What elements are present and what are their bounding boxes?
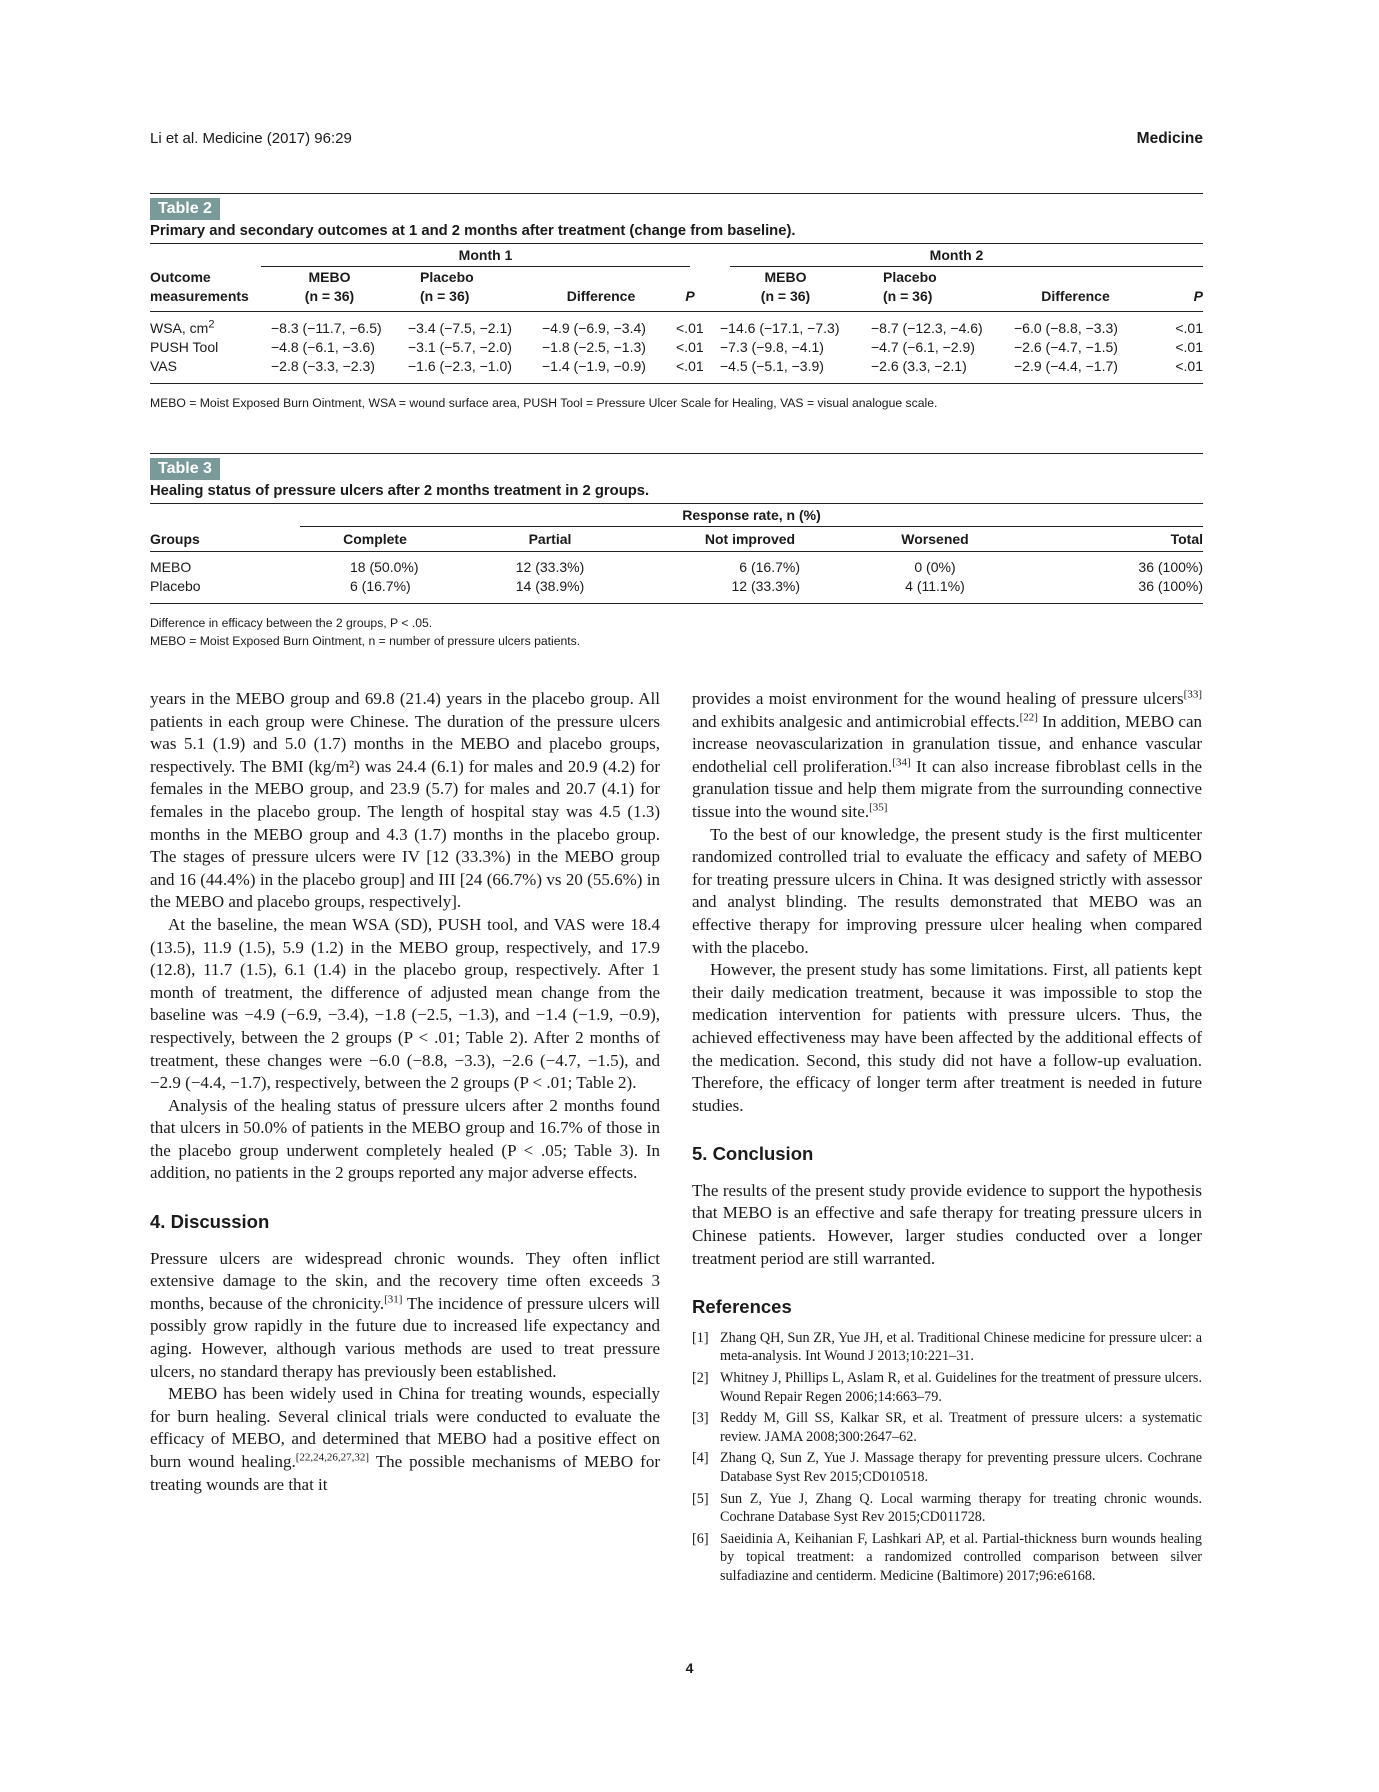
table-3-head-groups: Groups [150, 530, 200, 547]
table-3-footnote-1: Difference in efficacy between the 2 groups, P < .05. [150, 616, 433, 630]
table-2-cell-m2-difference: −6.0 (−8.8, −3.3) [1014, 320, 1118, 336]
table-3-cell-partial: 12 (33.3%) [515, 559, 585, 575]
reference-item [692, 1530, 1202, 1586]
table-3-block [150, 453, 1203, 650]
discussion-paragraph-3: provides a moist environment for the wound healing of pressure ulcers[33] and exhibits analgesic and antimicrobial effects.[22] In addition, MEBO can increase neovascularization in granulation tissue, and enhance vascular endothelial cell proliferation.[34] It can also increase fibroblast cells in the granulation tissue and help them migrate from the surrounding connective tissue into the wound site.[35] [692, 688, 1202, 821]
table-3-cell-worsened: 0 (0%) [914, 559, 956, 575]
table-3-head-not-improved: Not improved [704, 530, 796, 547]
citation-33[interactable]: [33] [1183, 688, 1202, 701]
results-paragraph-1: years in the MEBO group and 69.8 (21.4) years in the placebo group. All patients in each group were Chinese. The duration of the pressure ulcers was 5.1 (1.9) and 5.0 (1.7) months in the MEBO and placebo groups, respectively. The BMI (kg/m²) was 24.4 (6.1) for males and 20.9 (4.2) for females in the MEBO group, and 23.9 (5.7) for males and 20.7 (4.1) for females in the placebo group. The length of hospital stay was 4.5 (1.3) months in the MEBO group and 4.3 (1.7) months in the placebo group. The stages of pressure ulcers were IV [12 (33.3%) in the MEBO group and 16 (44.4%) in the placebo group] and III [24 (66.7%) vs 20 (55.6%) in the MEBO and placebo groups, respectively]. [150, 689, 660, 912]
reference-number: [2] [692, 1370, 709, 1387]
table-2 [150, 243, 1203, 384]
table-2-cell-m1-mebo: −8.3 (−11.7, −6.5) [271, 320, 382, 336]
reference-item [692, 1409, 1202, 1446]
reference-number: [4] [692, 1450, 709, 1467]
table-2-head-p-1: P [685, 287, 695, 304]
table-2-cell-m2-p: <.01 [1175, 339, 1203, 355]
table-2-head-n-1: (n = 36) [304, 287, 355, 304]
table-2-cell-m1-difference: −1.8 (−2.5, −1.3) [542, 339, 646, 355]
unit-superscript: 2 [208, 318, 215, 331]
table-2-cell-m1-p: <.01 [676, 339, 704, 355]
table-2-head-difference-1: Difference [566, 287, 636, 304]
table-2-cell-m2-placebo: −4.7 (−6.1, −2.9) [871, 339, 975, 355]
table-2-cell-m1-difference: −1.4 (−1.9, −0.9) [542, 358, 646, 374]
table-2-head-n-2: (n = 36) [420, 287, 470, 304]
table-3-cell-total: 36 (100%) [1138, 578, 1203, 594]
header-journal: Medicine [1136, 130, 1203, 147]
table-3-footnote [150, 614, 1203, 650]
table-2-cell-m2-mebo: −14.6 (−17.1, −7.3) [720, 320, 840, 336]
table-2-cell-m1-p: <.01 [676, 358, 704, 374]
table-3-head-partial: Partial [528, 530, 572, 547]
table-3-cell-total: 36 (100%) [1138, 559, 1203, 575]
reference-number: [3] [692, 1410, 709, 1427]
table-3-row [150, 577, 1203, 596]
table-2-head-measurements: measurements [150, 287, 249, 304]
table-2-head-placebo-1: Placebo [420, 269, 474, 285]
table-2-cell-outcome: VAS [150, 358, 177, 374]
conclusion-paragraph: The results of the present study provide evidence to support the hypothesis that MEBO is an effective and safe therapy for treating pressure ulcers in Chinese patients. However, larger studies conducted over a longer treatment period are still warranted. [692, 1180, 1202, 1268]
reference-text: Saeidinia A, Keihanian F, Lashkari AP, et al. Partial-thickness burn wounds healing by topical treatment: a randomized controlled comparison between silver sulfadiazine and centiderm. Medicine (Baltimore) 2017;96:e6168. [720, 1530, 1202, 1584]
table-3-caption: Healing status of pressure ulcers after 2 months treatment in 2 groups. [150, 483, 650, 499]
table-2-cell-m2-p: <.01 [1175, 358, 1203, 374]
table-3-response-header: Response rate, n (%) [682, 506, 821, 523]
citation-22[interactable]: [22] [1019, 710, 1038, 723]
reference-text: Reddy M, Gill SS, Kalkar SR, et al. Treatment of pressure ulcers: a systematic review. JAMA 2008;300:2647–62. [720, 1410, 1202, 1445]
table-2-row [150, 338, 1203, 357]
discussion-paragraph-5: However, the present study has some limitations. First, all patients kept their daily medication treatment, because it was impossible to stop the medication intervention for patients with pressure ulcers. Thus, the achieved effectiveness may have been affected by the additional effects of the medication. Second, this study did not have a follow-up evaluation. Therefore, the efficacy of longer term after treatment is needed in future studies. [692, 960, 1202, 1115]
right-column [692, 688, 1202, 1589]
table-2-row [150, 319, 1203, 338]
results-paragraph-2: At the baseline, the mean WSA (SD), PUSH tool, and VAS were 18.4 (13.5), 11.9 (1.5), 5.9 (1.2) in the MEBO group, respectively, and 17.9 (12.8), 11.7 (1.5), 6.1 (1.4) in the placebo group, respectively. After 1 month of treatment, the difference of adjusted mean change from the baseline was −4.9 (−6.9, −3.4), −1.8 (−2.5, −1.3), and −1.4 (−1.9, −0.9), respectively, between the 2 groups (P < .01; Table 2). After 2 months of treatment, these changes were −6.0 (−8.8, −3.3), −2.6 (−4.7, −1.5), and −2.9 (−4.4, −1.7), respectively, between the 2 groups (P < .01; Table 2). [150, 914, 660, 1093]
table-2-footnote: MEBO = Moist Exposed Burn Ointment, WSA = wound surface area, PUSH Tool = Pressure Ulcer Scale for Healing, VAS = visual analogue scale. [150, 396, 938, 410]
table-2-cell-m2-difference: −2.6 (−4.7, −1.5) [1014, 339, 1118, 355]
table-3-cell-group: Placebo [150, 578, 201, 594]
table-2-head-mebo-1: MEBO [308, 269, 351, 285]
discussion-paragraph-1: Pressure ulcers are widespread chronic wounds. They often inflict extensive damage to the skin, and the recovery time often exceeds 3 months, because of the chronicity.[31] The incidence of pressure ulcers will possibly grow rapidly in the future due to increased life expectancy and aging. However, although various methods are used to treat pressure ulcers, no standard therapy has previously been established. [150, 1248, 661, 1381]
table-2-cell-m2-mebo: −7.3 (−9.8, −4.1) [720, 339, 824, 355]
table-3-cell-not-improved: 12 (33.3%) [731, 578, 800, 594]
table-2-month1: Month 1 [458, 246, 513, 263]
table-2-month2: Month 2 [929, 246, 984, 263]
table-3-row [150, 558, 1203, 577]
table-2-cell-m2-p: <.01 [1175, 320, 1203, 336]
table-2-cell-m2-mebo: −4.5 (−5.1, −3.9) [720, 358, 824, 374]
table-2-cell-m1-mebo: −4.8 (−6.1, −3.6) [271, 339, 375, 355]
discussion-paragraph-2: MEBO has been widely used in China for treating wounds, especially for burn healing. Several clinical trials were conducted to evaluate the efficacy of MEBO, and determined that MEBO had a positive effect on burn wound healing.[22,24,26,27,32] The possible mechanisms of MEBO for treating wounds are that it [150, 1384, 660, 1494]
reference-number: [5] [692, 1490, 709, 1507]
table-2-cell-m2-difference: −2.9 (−4.4, −1.7) [1014, 358, 1118, 374]
table-2-head-mebo-2: MEBO [764, 269, 807, 285]
table-2-head-p-2: P [1193, 287, 1203, 304]
table-3-cell-group: MEBO [150, 559, 192, 575]
table-3-cell-complete: 6 (16.7%) [350, 578, 411, 594]
table-3-cell-not-improved: 6 (16.7%) [739, 559, 800, 575]
results-paragraph-3: Analysis of the healing status of pressure ulcers after 2 months found that ulcers in 50.0% of patients in the MEBO group and 16.7% of those in the placebo group underwent completely healed (P < .05; Table 3). In addition, no patients in the 2 groups reported any major adverse effects. [150, 1095, 660, 1183]
reference-text: Whitney J, Phillips L, Aslam R, et al. Guidelines for the treatment of pressure ulcers. Wound Repair Regen 2006;14:663–79. [720, 1370, 1202, 1405]
table-2-cell-m2-placebo: −8.7 (−12.3, −4.6) [871, 320, 983, 336]
table-2-cell-outcome: WSA, $cm^2$ [150, 318, 215, 336]
citation-22-32[interactable]: [22,24,26,27,32] [295, 1451, 370, 1464]
reference-text: Zhang Q, Sun Z, Yue J. Massage therapy for preventing pressure ulcers. Cochrane Database Syst Rev 2015;CD010518. [720, 1450, 1202, 1485]
table-2-caption: Primary and secondary outcomes at 1 and 2 months after treatment (change from baseline). [150, 223, 796, 239]
table-2-head-n-4: (n = 36) [883, 287, 933, 304]
references-list [692, 1329, 1202, 1586]
reference-item [692, 1369, 1202, 1406]
table-2-head-n-3: (n = 36) [760, 287, 811, 304]
table-3 [150, 503, 1203, 604]
table-3-tag: Table 3 [150, 458, 220, 480]
table-3-head-total: Total [1170, 530, 1203, 547]
running-header [150, 130, 1203, 150]
citation-35[interactable]: [35] [869, 801, 888, 814]
table-2-row [150, 357, 1203, 376]
table-3-head-worsened: Worsened [901, 530, 969, 547]
references-heading: References [692, 1296, 792, 1318]
table-3-head-complete: Complete [343, 530, 407, 547]
reference-number: [1] [692, 1329, 709, 1346]
table-2-cell-m1-placebo: −1.6 (−2.3, −1.0) [408, 358, 512, 374]
reference-item [692, 1490, 1202, 1527]
table-2-block [150, 193, 1203, 412]
table-2-cell-m1-mebo: −2.8 (−3.3, −2.3) [271, 358, 375, 374]
discussion-heading: 4. Discussion [150, 1211, 270, 1233]
reference-number: [6] [692, 1530, 709, 1547]
table-3-cell-partial: 14 (38.9%) [515, 578, 585, 594]
page-number: 4 [685, 1660, 694, 1676]
conclusion-heading: 5. Conclusion [692, 1143, 814, 1165]
table-2-cell-m1-placebo: −3.4 (−7.5, −2.1) [408, 320, 512, 336]
reference-item [692, 1449, 1202, 1486]
table-3-cell-worsened: 4 (11.1%) [905, 578, 965, 594]
table-3-footnote-2: MEBO = Moist Exposed Burn Ointment, n = number of pressure ulcers patients. [150, 634, 581, 648]
citation-34[interactable]: [34] [892, 756, 911, 769]
reference-text: Sun Z, Yue J, Zhang Q. Local warming therapy for treating chronic wounds. Cochrane Database Syst Rev 2015;CD011728. [720, 1490, 1202, 1526]
reference-text: Zhang QH, Sun ZR, Yue JH, et al. Traditional Chinese medicine for pressure ulcer: a meta-analysis. Int Wound J 2013;10:221–31. [720, 1329, 1202, 1365]
table-2-tag: Table 2 [150, 198, 220, 220]
left-column [150, 688, 660, 1496]
table-2-head-placebo-2: Placebo [883, 269, 937, 285]
table-3-cell-complete: 18 (50.0%) [350, 559, 419, 575]
discussion-paragraph-4: To the best of our knowledge, the present study is the first multicenter randomized controlled trial to evaluate the efficacy and safety of MEBO for treating pressure ulcers in China. It was designed strictly with assessor and analyst blinding. The results demonstrated that MEBO was an effective therapy for improving pressure ulcer healing when compared with the placebo. [692, 824, 1202, 957]
table-2-head-outcome: Outcome [150, 269, 211, 285]
header-citation: Li et al. Medicine (2017) 96:29 [150, 130, 352, 147]
citation-31[interactable]: [31] [384, 1293, 403, 1306]
table-2-cell-outcome: PUSH Tool [150, 339, 219, 355]
reference-item [692, 1329, 1202, 1366]
table-2-cell-m1-placebo: −3.1 (−5.7, −2.0) [408, 339, 512, 355]
table-2-cell-m1-difference: −4.9 (−6.9, −3.4) [542, 320, 646, 336]
table-2-head-difference-2: Difference [1041, 287, 1110, 304]
table-2-cell-m2-placebo: −2.6 (3.3, −2.1) [871, 358, 967, 374]
table-2-cell-m1-p: <.01 [676, 320, 704, 336]
